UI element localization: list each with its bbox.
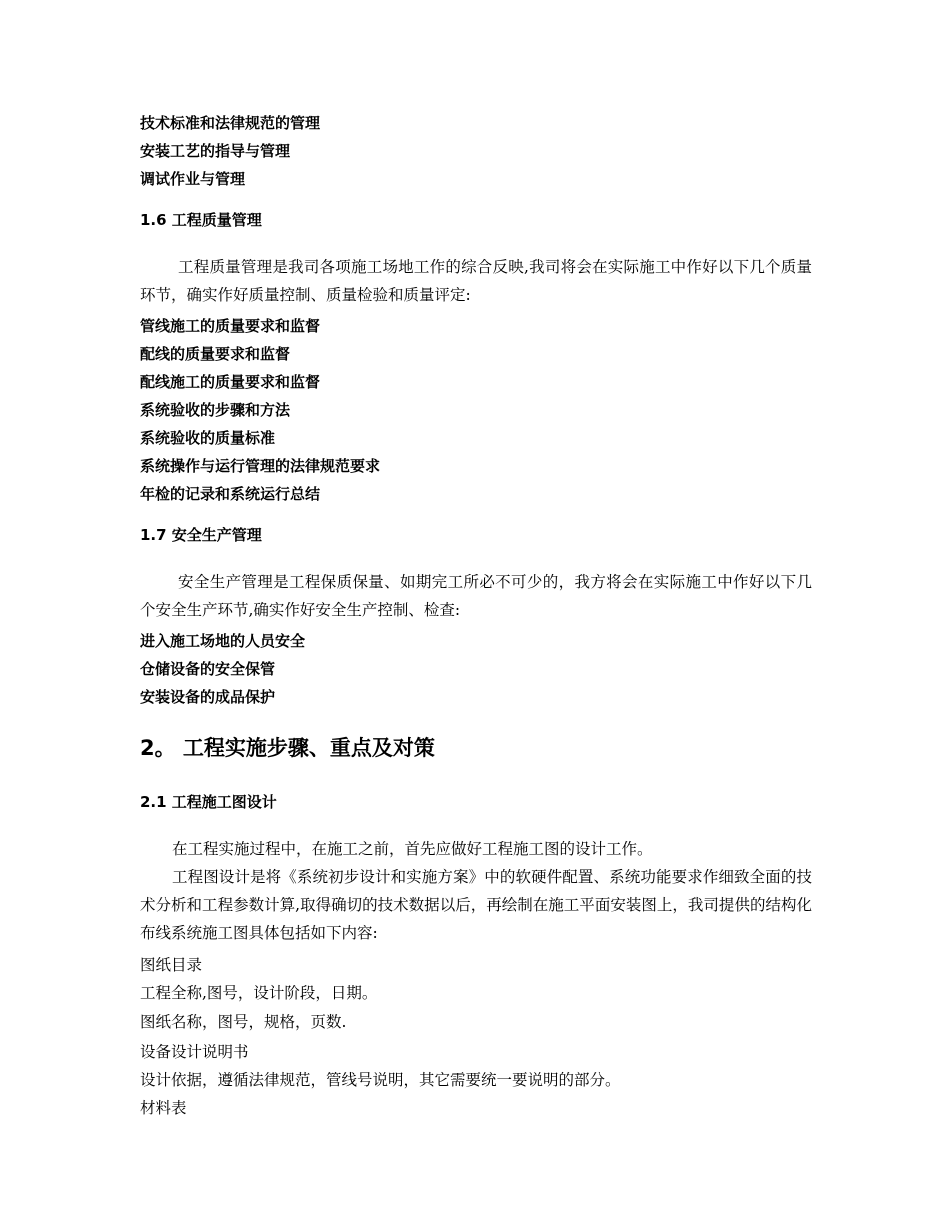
list-item: 进入施工场地的人员安全	[140, 632, 306, 650]
list-item: 系统验收的质量标准	[140, 429, 276, 447]
list-item: 安装工艺的指导与管理	[140, 142, 291, 160]
section-1-7-intro: 安全生产管理是工程保质保量、如期完工所必不可少的，我方将会在实际施工中作好以下几个安全生产环节,确实作好安全生产控制、检查:	[140, 573, 812, 619]
list-item: 技术标准和法律规范的管理	[140, 114, 321, 132]
content-line: 材料表	[140, 1099, 187, 1117]
section-heading-1-6: 1.6 工程质量管理	[140, 211, 262, 229]
list-item: 年检的记录和系统运行总结	[140, 485, 321, 503]
content-line: 设备设计说明书	[140, 1043, 249, 1061]
section-heading-1-7: 1.7 安全生产管理	[140, 526, 262, 544]
list-item: 系统验收的步骤和方法	[140, 401, 291, 419]
content-line: 工程全称,图号，设计阶段，日期。	[140, 984, 378, 1002]
content-line: 图纸名称，图号，规格，页数.	[140, 1013, 347, 1031]
section-2-1-para2: 工程图设计是将《系统初步设计和实施方案》中的软硬件配置、系统功能要求作细致全面的技术分析和工程参数计算,取得确切的技术数据以后，再绘制在施工平面安装图上，我司提供的结构化布线系统施工图具体包括如下内容:	[140, 868, 812, 942]
content-line: 图纸目录	[140, 956, 203, 974]
section-heading-2-1: 2.1 工程施工图设计	[140, 793, 277, 811]
section-1-6-intro: 工程质量管理是我司各项施工场地工作的综合反映,我司将会在实际施工中作好以下几个质量环节，确实作好质量控制、质量检验和质量评定:	[140, 258, 812, 304]
list-item: 仓储设备的安全保管	[140, 660, 276, 678]
list-item: 调试作业与管理	[140, 170, 246, 188]
list-item: 管线施工的质量要求和监督	[140, 317, 321, 335]
list-item: 配线的质量要求和监督	[140, 345, 291, 363]
list-item: 配线施工的质量要求和监督	[140, 373, 321, 391]
section-2-1-para1: 在工程实施过程中，在施工之前，首先应做好工程施工图的设计工作。	[172, 840, 653, 858]
list-item: 系统操作与运行管理的法律规范要求	[140, 457, 381, 475]
chapter-heading-2: 2。 工程实施步骤、重点及对策	[140, 736, 435, 760]
content-line: 设计依据，遵循法律规范，管线号说明，其它需要统一要说明的部分。	[140, 1071, 621, 1089]
list-item: 安装设备的成品保护	[140, 688, 276, 706]
